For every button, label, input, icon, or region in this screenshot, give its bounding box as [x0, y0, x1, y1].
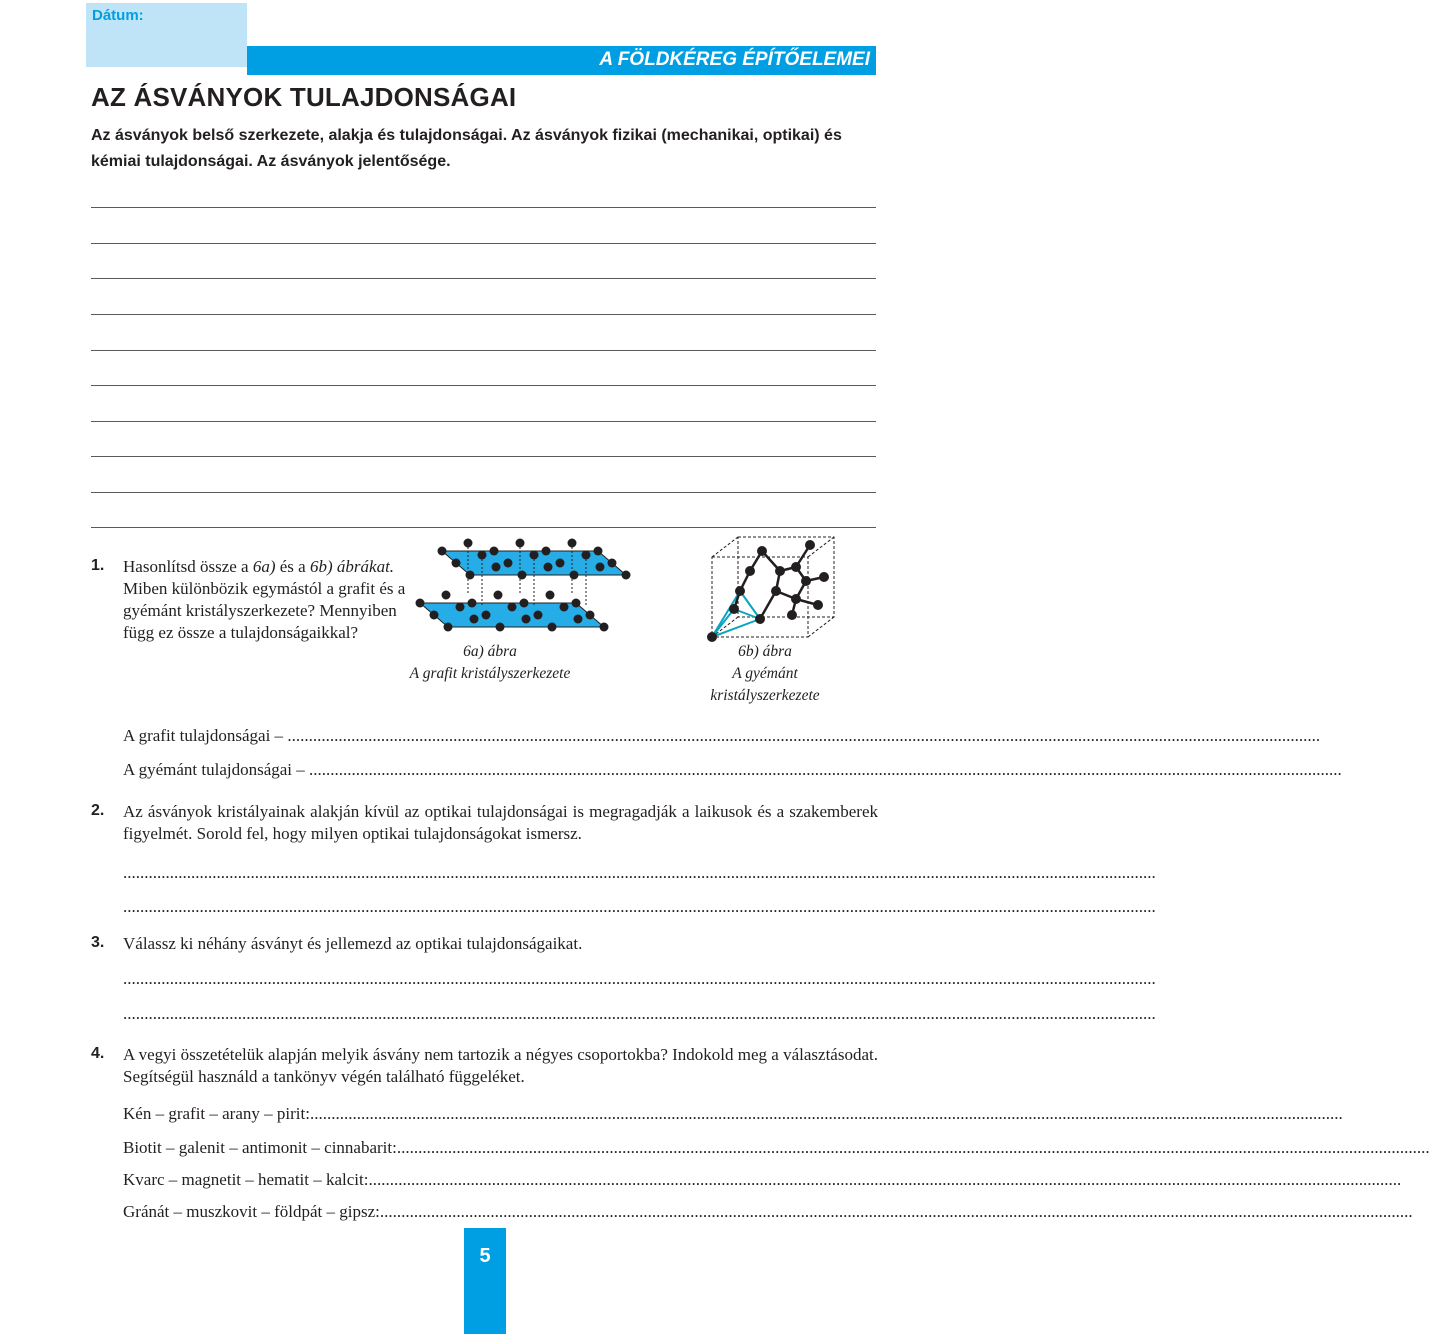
writing-line — [91, 243, 876, 244]
mineral-group-label: Kén – grafit – arany – pirit: — [123, 1104, 310, 1123]
graphite-atom — [622, 571, 631, 580]
page-title: AZ ÁSVÁNYOK TULAJDONSÁGAI — [91, 82, 517, 112]
mineral-group-line[interactable] — [123, 1201, 1413, 1223]
answer-line[interactable]: ................................................................................................................................................................................................................................................... — [123, 1004, 1156, 1023]
graphite-atom — [438, 547, 447, 556]
answer-dots: ................................................................................................................................................................................................................................................... — [379, 1202, 1413, 1221]
graphite-atom — [518, 571, 527, 580]
graphite-atom — [482, 611, 491, 620]
question-1-text-italic: ábrákat. — [336, 557, 395, 576]
figure-b-caption — [680, 641, 850, 707]
graphite-atom — [556, 559, 565, 568]
question-4-text: A vegyi összetételük alapján melyik ásvány nem tartozik a négyes csoportokba? Indokold meg a választásodat. Segítségül használd a tankönyv végén található függeléket. — [123, 1045, 878, 1086]
question-1-text-part: Hasonlítsd össze a — [123, 557, 253, 576]
writing-line — [91, 278, 876, 279]
mineral-group-line[interactable] — [123, 1169, 1402, 1191]
graphite-atom — [546, 591, 555, 600]
mineral-group-label: Gránát – muszkovit – földpát – gipsz: — [123, 1202, 380, 1221]
answer-line[interactable]: ................................................................................................................................................................................................................................................... — [123, 863, 1156, 882]
graphite-atom — [544, 563, 553, 572]
figure-b-label: 6b) ábra — [738, 643, 792, 660]
graphite-atom — [444, 623, 453, 632]
figure-a-ref: 6a) — [252, 557, 276, 576]
writing-line — [91, 421, 876, 422]
graphite-atom — [600, 623, 609, 632]
writing-line — [91, 207, 876, 208]
graphite-atom — [504, 559, 513, 568]
graphite-properties-label: A grafit tulajdonságai – — [123, 726, 284, 745]
mineral-group-label: Kvarc – magnetit – hematit – kalcit: — [123, 1170, 369, 1189]
figure-a-caption — [385, 641, 595, 685]
question-3-text: Válassz ki néhány ásványt és jellemezd az optikai tulajdonságaikat. — [123, 934, 583, 953]
graphite-atom — [542, 547, 551, 556]
mineral-group-line[interactable] — [123, 1137, 1430, 1159]
graphite-atom — [572, 599, 581, 608]
graphite-atom — [548, 623, 557, 632]
date-label: Dátum: — [92, 7, 144, 24]
graphite-atom — [490, 547, 499, 556]
figure-b-title: A gyémánt kristályszerkezete — [710, 665, 820, 704]
graphite-structure-figure — [412, 535, 612, 635]
graphite-atom — [508, 603, 517, 612]
question-3-number: 3. — [91, 934, 105, 951]
graphite-atom — [574, 615, 583, 624]
diamond-structure-figure — [700, 533, 850, 643]
graphite-atom — [442, 591, 451, 600]
answer-dots: ................................................................................................................................................................................................................................................... — [396, 1138, 1430, 1157]
page-number-bar — [464, 1228, 506, 1334]
graphite-atom — [452, 559, 461, 568]
answer-dots: ................................................................................................................................................................................................................................................... — [309, 1104, 1343, 1123]
graphite-atom — [430, 611, 439, 620]
figure-a-title: A grafit kristályszerkezete — [409, 665, 571, 682]
answer-dots: ................................................................................................................................................................................................................................................... — [368, 1170, 1402, 1189]
question-2-number: 2. — [91, 802, 105, 819]
answer-line[interactable]: ................................................................................................................................................................................................................................................... — [123, 897, 1156, 916]
page-number: 5 — [479, 1245, 491, 1267]
graphite-atom — [522, 615, 531, 624]
diamond-properties-label: A gyémánt tulajdonságai – — [123, 760, 305, 779]
writing-line — [91, 492, 876, 493]
graphite-atom — [570, 571, 579, 580]
graphite-atom — [534, 611, 543, 620]
question-1-number: 1. — [91, 557, 105, 574]
question-1-text-part: és a — [275, 557, 310, 576]
graphite-layer-bottom — [416, 591, 609, 632]
figure-a-label: 6a) ábra — [463, 643, 517, 660]
question-4-number: 4. — [91, 1045, 105, 1062]
diamond-properties-line[interactable] — [123, 759, 1342, 781]
graphite-atom — [608, 559, 617, 568]
figure-b-ref: 6b) — [309, 557, 333, 576]
section-title: A FÖLDKÉREG ÉPÍTŐELEMEI — [599, 49, 870, 70]
writing-line — [91, 456, 876, 457]
writing-line — [91, 350, 876, 351]
graphite-atom — [456, 603, 465, 612]
question-2-text: Az ásványok kristályainak alakján kívül az optikai tulajdonságai is megragadják a laikusok és a szakemberek figyelmét. Sorold fel, hogy milyen optikai tulajdonságokat ismersz. — [123, 802, 878, 843]
intro-text: Az ásványok belső szerkezete, alakja és tulajdonságai. Az ásványok fizikai (mechanikai, optikai) és kémiai tulajdonságai. Az ásványok jelentősége. — [91, 127, 842, 170]
answer-dots: ................................................................................................................................................................................................................................................... — [309, 760, 1342, 779]
diamond-tetrahedron-edges — [712, 591, 760, 637]
question-1-text-part: Miben különbözik egymástól a grafit és a gyémánt kristályszerkezete? Mennyiben függ ez össze a tulajdonságaikkal? — [123, 579, 406, 642]
graphite-atom — [560, 603, 569, 612]
answer-line[interactable]: ................................................................................................................................................................................................................................................... — [123, 969, 1156, 988]
graphite-atom — [466, 571, 475, 580]
graphite-atom — [492, 563, 501, 572]
graphite-atom — [520, 599, 529, 608]
mineral-group-line[interactable] — [123, 1103, 1343, 1125]
graphite-properties-line[interactable] — [123, 725, 1321, 747]
graphite-atom — [470, 615, 479, 624]
writing-line — [91, 527, 876, 528]
graphite-atom — [416, 599, 425, 608]
graphite-atom — [496, 623, 505, 632]
graphite-atom — [596, 563, 605, 572]
graphite-atom — [494, 591, 503, 600]
answer-dots: ................................................................................................................................................................................................................................................... — [287, 726, 1321, 745]
mineral-group-label: Biotit – galenit – antimonit – cinnabarit: — [123, 1138, 397, 1157]
graphite-atom — [586, 611, 595, 620]
writing-line — [91, 385, 876, 386]
question-1-text — [123, 556, 413, 644]
graphite-atom — [468, 599, 477, 608]
graphite-atom — [594, 547, 603, 556]
writing-line — [91, 314, 876, 315]
